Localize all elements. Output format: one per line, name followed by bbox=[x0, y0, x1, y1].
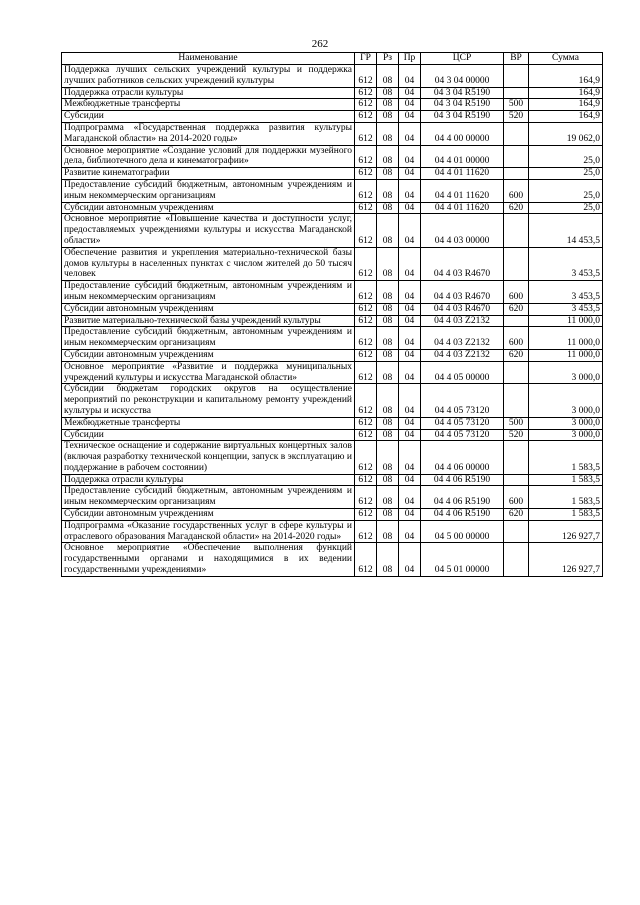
cell-rz: 08 bbox=[377, 202, 399, 214]
cell-gr: 612 bbox=[355, 384, 377, 417]
cell-vr bbox=[504, 145, 529, 168]
table-row bbox=[62, 315, 603, 327]
cell-sum: 126 927,7 bbox=[529, 520, 603, 543]
table-row bbox=[62, 327, 603, 350]
cell-pr: 04 bbox=[399, 214, 421, 247]
cell-pr: 04 bbox=[399, 520, 421, 543]
cell-sum: 25,0 bbox=[529, 202, 603, 214]
cell-csr: 04 4 05 73120 bbox=[421, 429, 504, 441]
cell-pr: 04 bbox=[399, 99, 421, 111]
cell-sum: 25,0 bbox=[529, 179, 603, 202]
cell-gr: 612 bbox=[355, 87, 377, 99]
budget-table bbox=[61, 52, 603, 577]
table-row bbox=[62, 87, 603, 99]
cell-gr: 612 bbox=[355, 349, 377, 361]
cell-sum: 164,9 bbox=[529, 65, 603, 88]
cell-csr: 04 3 04 00000 bbox=[421, 65, 504, 88]
cell-vr bbox=[504, 65, 529, 88]
cell-gr: 612 bbox=[355, 486, 377, 509]
cell-rz: 08 bbox=[377, 315, 399, 327]
cell-name: Субсидии бюджетам городских округов на осуществление мероприятий по реконструкции и капитальному ремонту учреждений культуры и искусства bbox=[62, 384, 355, 417]
cell-vr bbox=[504, 361, 529, 384]
cell-vr bbox=[504, 247, 529, 280]
cell-vr bbox=[504, 315, 529, 327]
cell-gr: 612 bbox=[355, 361, 377, 384]
cell-pr: 04 bbox=[399, 87, 421, 99]
cell-csr: 04 4 03 Z2132 bbox=[421, 315, 504, 327]
cell-name: Подпрограмма «Оказание государственных услуг в сфере культуры и отраслевого образования Магаданской области» на 2014-2020 годы» bbox=[62, 520, 355, 543]
cell-name: Основное мероприятие «Создание условий для поддержки музейного дела, библиотечного дела и кинематографии» bbox=[62, 145, 355, 168]
cell-csr: 04 4 03 Z2132 bbox=[421, 349, 504, 361]
cell-pr: 04 bbox=[399, 65, 421, 88]
cell-pr: 04 bbox=[399, 168, 421, 180]
cell-csr: 04 5 00 00000 bbox=[421, 520, 504, 543]
table-row bbox=[62, 384, 603, 417]
table-row bbox=[62, 520, 603, 543]
header-sum: Сумма bbox=[529, 53, 603, 65]
cell-rz: 08 bbox=[377, 417, 399, 429]
cell-rz: 08 bbox=[377, 327, 399, 350]
cell-name: Субсидии автономным учреждениям bbox=[62, 202, 355, 214]
cell-rz: 08 bbox=[377, 384, 399, 417]
cell-name: Субсидии bbox=[62, 429, 355, 441]
cell-gr: 612 bbox=[355, 315, 377, 327]
cell-sum: 1 583,5 bbox=[529, 486, 603, 509]
cell-sum: 164,9 bbox=[529, 87, 603, 99]
cell-csr: 04 4 06 R5190 bbox=[421, 474, 504, 486]
table-row bbox=[62, 349, 603, 361]
cell-vr bbox=[504, 543, 529, 576]
table-row bbox=[62, 168, 603, 180]
cell-sum: 25,0 bbox=[529, 145, 603, 168]
cell-pr: 04 bbox=[399, 111, 421, 123]
cell-rz: 08 bbox=[377, 520, 399, 543]
cell-pr: 04 bbox=[399, 327, 421, 350]
table-row bbox=[62, 111, 603, 123]
cell-pr: 04 bbox=[399, 179, 421, 202]
cell-gr: 612 bbox=[355, 122, 377, 145]
table-row bbox=[62, 543, 603, 576]
header-vr: ВР bbox=[504, 53, 529, 65]
cell-name: Субсидии bbox=[62, 111, 355, 123]
cell-gr: 612 bbox=[355, 474, 377, 486]
cell-pr: 04 bbox=[399, 417, 421, 429]
cell-name: Межбюджетные трансферты bbox=[62, 99, 355, 111]
cell-gr: 612 bbox=[355, 145, 377, 168]
cell-csr: 04 4 06 R5190 bbox=[421, 509, 504, 521]
cell-pr: 04 bbox=[399, 281, 421, 304]
table-row bbox=[62, 65, 603, 88]
cell-name: Предоставление субсидий бюджетным, автономным учреждениям и иным некоммерческим организациям bbox=[62, 179, 355, 202]
cell-gr: 612 bbox=[355, 441, 377, 474]
cell-vr: 520 bbox=[504, 111, 529, 123]
cell-vr bbox=[504, 214, 529, 247]
cell-gr: 612 bbox=[355, 179, 377, 202]
cell-name: Поддержка отрасли культуры bbox=[62, 87, 355, 99]
table-row bbox=[62, 474, 603, 486]
cell-csr: 04 4 05 00000 bbox=[421, 361, 504, 384]
cell-name: Субсидии автономным учреждениям bbox=[62, 303, 355, 315]
cell-vr: 620 bbox=[504, 349, 529, 361]
cell-rz: 08 bbox=[377, 214, 399, 247]
cell-pr: 04 bbox=[399, 384, 421, 417]
cell-rz: 08 bbox=[377, 111, 399, 123]
cell-sum: 19 062,0 bbox=[529, 122, 603, 145]
cell-gr: 612 bbox=[355, 202, 377, 214]
cell-sum: 3 000,0 bbox=[529, 361, 603, 384]
cell-rz: 08 bbox=[377, 281, 399, 304]
cell-pr: 04 bbox=[399, 145, 421, 168]
cell-name: Основное мероприятие «Повышение качества и доступности услуг, предоставляемых учреждениями культуры и искусства Магаданской области» bbox=[62, 214, 355, 247]
cell-sum: 11 000,0 bbox=[529, 327, 603, 350]
table-header-row bbox=[62, 53, 603, 65]
table-row bbox=[62, 214, 603, 247]
cell-sum: 164,9 bbox=[529, 111, 603, 123]
cell-csr: 04 5 01 00000 bbox=[421, 543, 504, 576]
header-rz: Рз bbox=[377, 53, 399, 65]
cell-name: Основное мероприятие «Обеспечение выполнения функций государственными органами и находящимися в их ведении государственными учреждениями» bbox=[62, 543, 355, 576]
cell-rz: 08 bbox=[377, 429, 399, 441]
cell-vr: 620 bbox=[504, 303, 529, 315]
cell-name: Обеспечение развития и укрепления материально-технической базы домов культуры в населенных пунктах с числом жителей до 50 тысяч человек bbox=[62, 247, 355, 280]
cell-name: Предоставление субсидий бюджетным, автономным учреждениям и иным некоммерческим организациям bbox=[62, 486, 355, 509]
cell-rz: 08 bbox=[377, 441, 399, 474]
cell-vr: 600 bbox=[504, 281, 529, 304]
cell-pr: 04 bbox=[399, 361, 421, 384]
header-csr: ЦСР bbox=[421, 53, 504, 65]
cell-pr: 04 bbox=[399, 441, 421, 474]
cell-rz: 08 bbox=[377, 349, 399, 361]
cell-gr: 612 bbox=[355, 99, 377, 111]
cell-csr: 04 4 05 73120 bbox=[421, 384, 504, 417]
cell-rz: 08 bbox=[377, 247, 399, 280]
cell-vr: 600 bbox=[504, 179, 529, 202]
cell-sum: 11 000,0 bbox=[529, 349, 603, 361]
cell-gr: 612 bbox=[355, 214, 377, 247]
table-body bbox=[62, 65, 603, 577]
cell-name: Техническое оснащение и содержание виртуальных концертных залов (включая разработку технической концепции, запуск в эксплуатацию и поддержание в рабочем состоянии) bbox=[62, 441, 355, 474]
cell-csr: 04 4 03 R4670 bbox=[421, 303, 504, 315]
cell-csr: 04 4 03 R4670 bbox=[421, 247, 504, 280]
cell-sum: 1 583,5 bbox=[529, 509, 603, 521]
cell-rz: 08 bbox=[377, 99, 399, 111]
cell-sum: 3 453,5 bbox=[529, 303, 603, 315]
cell-vr: 600 bbox=[504, 327, 529, 350]
cell-gr: 612 bbox=[355, 281, 377, 304]
cell-name: Предоставление субсидий бюджетным, автономным учреждениям и иным некоммерческим организациям bbox=[62, 327, 355, 350]
cell-gr: 612 bbox=[355, 247, 377, 280]
cell-name: Субсидии автономным учреждениям bbox=[62, 349, 355, 361]
cell-gr: 612 bbox=[355, 65, 377, 88]
cell-pr: 04 bbox=[399, 429, 421, 441]
cell-gr: 612 bbox=[355, 543, 377, 576]
cell-rz: 08 bbox=[377, 303, 399, 315]
cell-pr: 04 bbox=[399, 303, 421, 315]
cell-csr: 04 4 00 00000 bbox=[421, 122, 504, 145]
cell-csr: 04 4 03 Z2132 bbox=[421, 327, 504, 350]
cell-pr: 04 bbox=[399, 202, 421, 214]
cell-rz: 08 bbox=[377, 179, 399, 202]
cell-gr: 612 bbox=[355, 509, 377, 521]
cell-csr: 04 4 01 00000 bbox=[421, 145, 504, 168]
cell-rz: 08 bbox=[377, 65, 399, 88]
cell-sum: 3 000,0 bbox=[529, 417, 603, 429]
cell-sum: 3 453,5 bbox=[529, 247, 603, 280]
cell-csr: 04 4 06 00000 bbox=[421, 441, 504, 474]
cell-vr: 600 bbox=[504, 486, 529, 509]
cell-gr: 612 bbox=[355, 520, 377, 543]
table-row bbox=[62, 99, 603, 111]
cell-vr: 500 bbox=[504, 99, 529, 111]
cell-gr: 612 bbox=[355, 429, 377, 441]
cell-sum: 14 453,5 bbox=[529, 214, 603, 247]
cell-vr: 500 bbox=[504, 417, 529, 429]
cell-vr bbox=[504, 441, 529, 474]
cell-csr: 04 4 01 11620 bbox=[421, 168, 504, 180]
table-row bbox=[62, 202, 603, 214]
table-row bbox=[62, 303, 603, 315]
cell-rz: 08 bbox=[377, 543, 399, 576]
cell-vr: 620 bbox=[504, 509, 529, 521]
cell-gr: 612 bbox=[355, 417, 377, 429]
cell-vr: 520 bbox=[504, 429, 529, 441]
cell-name: Предоставление субсидий бюджетным, автономным учреждениям и иным некоммерческим организациям bbox=[62, 281, 355, 304]
table-row bbox=[62, 122, 603, 145]
cell-rz: 08 bbox=[377, 145, 399, 168]
cell-gr: 612 bbox=[355, 303, 377, 315]
cell-csr: 04 4 03 00000 bbox=[421, 214, 504, 247]
cell-sum: 1 583,5 bbox=[529, 474, 603, 486]
cell-name: Субсидии автономным учреждениям bbox=[62, 509, 355, 521]
table-row bbox=[62, 145, 603, 168]
cell-csr: 04 4 05 73120 bbox=[421, 417, 504, 429]
cell-csr: 04 3 04 R5190 bbox=[421, 111, 504, 123]
cell-csr: 04 3 04 R5190 bbox=[421, 99, 504, 111]
cell-sum: 164,9 bbox=[529, 99, 603, 111]
cell-pr: 04 bbox=[399, 349, 421, 361]
cell-name: Развитие материально-технической базы учреждений культуры bbox=[62, 315, 355, 327]
cell-sum: 25,0 bbox=[529, 168, 603, 180]
table-row bbox=[62, 417, 603, 429]
cell-sum: 1 583,5 bbox=[529, 441, 603, 474]
cell-pr: 04 bbox=[399, 509, 421, 521]
cell-rz: 08 bbox=[377, 474, 399, 486]
cell-name: Межбюджетные трансферты bbox=[62, 417, 355, 429]
cell-rz: 08 bbox=[377, 168, 399, 180]
cell-vr bbox=[504, 87, 529, 99]
cell-vr bbox=[504, 384, 529, 417]
table-row bbox=[62, 281, 603, 304]
cell-vr bbox=[504, 474, 529, 486]
table-row bbox=[62, 441, 603, 474]
cell-sum: 3 000,0 bbox=[529, 429, 603, 441]
cell-csr: 04 4 06 R5190 bbox=[421, 486, 504, 509]
cell-name: Поддержка лучших сельских учреждений культуры и поддержка лучших работников сельских учреждений культуры bbox=[62, 65, 355, 88]
table-row bbox=[62, 361, 603, 384]
cell-rz: 08 bbox=[377, 486, 399, 509]
cell-vr bbox=[504, 168, 529, 180]
cell-pr: 04 bbox=[399, 122, 421, 145]
table-row bbox=[62, 509, 603, 521]
cell-csr: 04 3 04 R5190 bbox=[421, 87, 504, 99]
cell-name: Основное мероприятие «Развитие и поддержка муниципальных учреждений культуры и искусства Магаданской области» bbox=[62, 361, 355, 384]
cell-sum: 3 000,0 bbox=[529, 384, 603, 417]
cell-name: Подпрограмма «Государственная поддержка развития культуры Магаданской области» на 2014-2020 годы» bbox=[62, 122, 355, 145]
cell-sum: 3 453,5 bbox=[529, 281, 603, 304]
table-row bbox=[62, 486, 603, 509]
cell-pr: 04 bbox=[399, 486, 421, 509]
cell-rz: 08 bbox=[377, 122, 399, 145]
cell-vr bbox=[504, 520, 529, 543]
cell-gr: 612 bbox=[355, 327, 377, 350]
cell-pr: 04 bbox=[399, 315, 421, 327]
table-row bbox=[62, 429, 603, 441]
page-number: 262 bbox=[311, 38, 329, 50]
cell-sum: 126 927,7 bbox=[529, 543, 603, 576]
header-gr: ГР bbox=[355, 53, 377, 65]
cell-rz: 08 bbox=[377, 509, 399, 521]
cell-vr bbox=[504, 122, 529, 145]
cell-pr: 04 bbox=[399, 474, 421, 486]
cell-sum: 11 000,0 bbox=[529, 315, 603, 327]
cell-rz: 08 bbox=[377, 87, 399, 99]
cell-name: Развитие кинематографии bbox=[62, 168, 355, 180]
cell-csr: 04 4 03 R4670 bbox=[421, 281, 504, 304]
table-row bbox=[62, 247, 603, 280]
cell-pr: 04 bbox=[399, 247, 421, 280]
cell-csr: 04 4 01 11620 bbox=[421, 202, 504, 214]
cell-pr: 04 bbox=[399, 543, 421, 576]
cell-rz: 08 bbox=[377, 361, 399, 384]
cell-gr: 612 bbox=[355, 168, 377, 180]
cell-csr: 04 4 01 11620 bbox=[421, 179, 504, 202]
cell-gr: 612 bbox=[355, 111, 377, 123]
header-name: Наименование bbox=[62, 53, 355, 65]
table-row bbox=[62, 179, 603, 202]
cell-vr: 620 bbox=[504, 202, 529, 214]
cell-name: Поддержка отрасли культуры bbox=[62, 474, 355, 486]
header-pr: Пр bbox=[399, 53, 421, 65]
